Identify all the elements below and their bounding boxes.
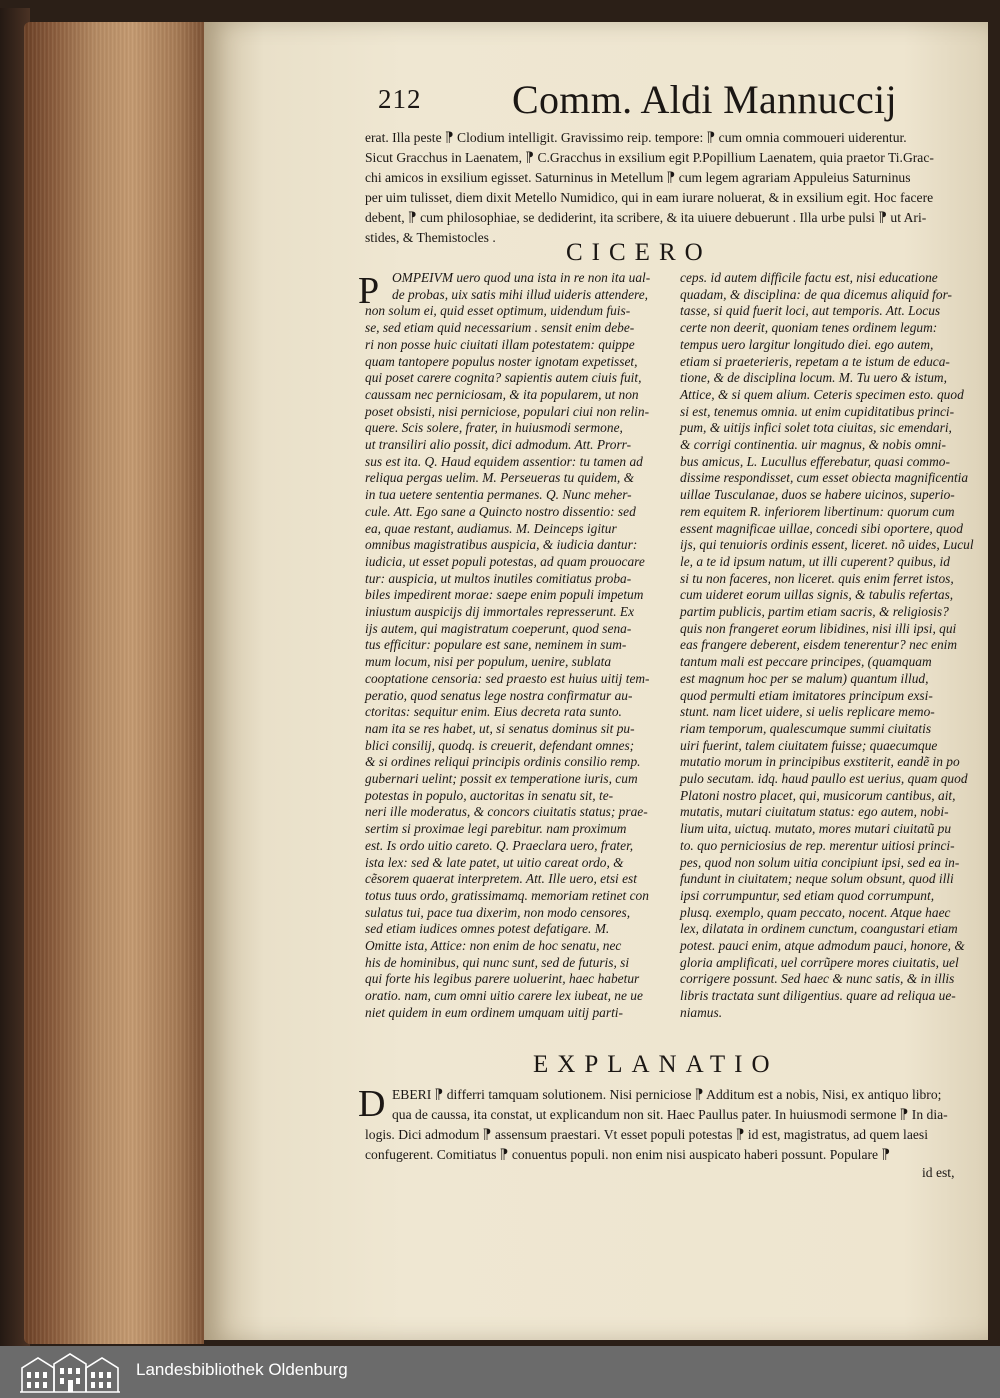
text-line: qui poset carere cognita? sapientis autem ciuis fuit, <box>365 370 642 386</box>
text-line: si tu non faceres, non liceret. quis enim ferret istos, <box>680 570 954 586</box>
text-line: partim publicis, partim etiam sacris, & religiosis? <box>680 604 949 619</box>
text-line: iudicia, ut esset populi potestas, ad quam prouocare <box>365 553 645 569</box>
text-line: ista lex: sed & late patet, ut uitio careat ordo, & <box>365 854 624 870</box>
explanatio-line: qua de caussa, ita constat, ut explicandum non sit. Haec Paullus pater. In huiusmodi sermone ⁋ In dia- <box>392 1107 948 1122</box>
drop-capital: D <box>358 1083 386 1125</box>
text-line: ut transiliri alio possit, dici admodum. Att. Prorr- <box>365 437 632 452</box>
text-line: cẽsorem quaerat interpretem. Att. Ille uero, etsi est <box>365 871 637 887</box>
text-line: gloria amplificati, uel corrũpere mores ciuitatis, uel <box>680 954 959 970</box>
text-line: quam tantopere populus noster ignotam expetisset, <box>365 353 638 369</box>
text-line: cooptatione censoria: sed praesto est huius uitij tem- <box>365 670 650 686</box>
explanatio-line: EBERI ⁋ differri tamquam solutionem. Nisi perniciose ⁋ Additum est a nobis, Nisi, ex antiquo libro; <box>392 1087 942 1102</box>
section-heading-explanatio: EXPLANATIO <box>533 1051 779 1078</box>
text-line: to. quo perniciosius de rep. merentur uitiosi princi- <box>680 837 955 853</box>
text-line: certe non deerit, quoniam tenes ordinem legum: <box>680 320 938 336</box>
text-line: Attice, & si quem alium. Ceteris specimen esto. quod <box>680 386 964 402</box>
text-line: reliqua pergas uelim. M. Perseueras tu quidem, & <box>365 470 635 486</box>
text-line: pes, quod non solum uitia concipiunt ipsi, sed ea in- <box>680 854 960 870</box>
text-line: tasse, si quid fuerit loci, aut temporis. Att. Locus <box>680 303 941 319</box>
text-line: essent magnificae uillae, concedi sibi oportere, quod <box>680 520 963 536</box>
text-line: rem equitem R. inferiorem libertinum: quorum cum <box>680 503 955 519</box>
text-line: uillae Tusculanae, duos se habere uicinos, superio- <box>680 487 955 503</box>
text-line: pum, & uitijs infici solet tota ciuitas, sic emendari, <box>680 420 952 436</box>
text-line: ceps. id autem difficile factu est, nisi educatione <box>680 270 938 285</box>
text-line: libris tractata sunt diligentius. quare ad reliqua ue- <box>680 988 956 1004</box>
text-line: si est, tenemus omnia. ut enim cupiditatibus princi- <box>680 403 955 419</box>
text-line: neri ille moderatus, & concors ciuitatis status; prae- <box>365 804 648 820</box>
text-line: potestas in populo, auctoritas in senatu sit, te- <box>365 787 614 803</box>
text-line: le, a te id ipsum natum, ut illi cuperent? quibus, id <box>680 553 950 569</box>
text-line: stunt. nam licet uidere, si uelis replicare memo- <box>680 704 935 720</box>
text-line: niamus. <box>680 1004 723 1020</box>
text-line: ea, quae restant, audiamus. M. Deinceps igitur <box>365 520 617 536</box>
explanatio-line: logis. Dici admodum ⁋ assensum praestari. Vt esset populi potestas ⁋ id est, magistratus, ad quem laesi <box>365 1127 928 1142</box>
text-line: quadam, & disciplina: de qua dicemus aliquid for- <box>680 286 952 302</box>
text-line: nam ita se res habet, ut, si senatus dominus sit pu- <box>365 720 635 736</box>
text-line: his de hominibus, qui nunc sunt, sed de futuris, si <box>365 954 630 970</box>
text-line: OMPEIVM uero quod una ista in re non ita ual- <box>392 270 651 285</box>
text-line: Omitte ista, Attice: non enim de hoc senatu, nec <box>365 938 622 953</box>
text-line: se, sed etiam quid necessarium . sensit enim debe- <box>365 320 635 336</box>
text-line: de probas, uix satis mihi illud uideris attendere, <box>392 286 649 302</box>
catchword: id est, <box>922 1165 955 1180</box>
text-line: omnibus magistratibus auspicia, & iudicia dantur: <box>365 537 638 553</box>
section-heading-cicero: CICERO <box>566 239 712 266</box>
text-line: quod permulti etiam imitatores principum exsi- <box>680 687 933 703</box>
intro-line: Sicut Gracchus in Laenatem, ⁋ C.Gracchus in exsilium egit P.Popillium Laenatem, quia praetor Ti.Grac- <box>365 150 934 165</box>
text-line: blici consilij, quodq. is creuerit, defendant omnes; <box>365 737 635 753</box>
text-line: fundunt in ciuitatem; neque solum obsunt, quod illi <box>680 871 954 887</box>
text-line: Platoni nostro placet, qui, musicorum cantibus, ait, <box>680 787 956 803</box>
text-line: tur: auspicia, ut multos inutiles comitiatus proba- <box>365 570 632 586</box>
text-line: corrigere possunt. Sed haec & nunc satis, & in illis <box>680 971 955 987</box>
text-line: mutatio morum in principibus exstiterit, eandẽ in po <box>680 754 960 770</box>
text-line: cum uideret eorum uillas signis, & tabulis refertas, <box>680 587 954 603</box>
text-line: sertim si proximae legi parebitur. nam proximum <box>365 821 627 837</box>
text-line: tione, & de disciplina locum. M. Tu uero & istum, <box>680 370 947 386</box>
text-line: quere. Scis solere, frater, in huiusmodi sermone, <box>365 420 623 436</box>
text-line: non solum ei, quid esset optimum, uidendum fuis- <box>365 303 631 319</box>
intro-line: stides, & Themistocles . <box>365 230 496 245</box>
intro-line: debent, ⁋ cum philosophiae, se dediderint, ita scribere, & ita uiuere debuerunt . Illa urbe pulsi ⁋ ut Ari- <box>365 210 927 225</box>
text-line: lium uita, uictuq. mutato, mores mutari ciuitatũ pu <box>680 821 952 837</box>
text-line: bus amicus, L. Lucullus efferebatur, quasi commo- <box>680 453 950 469</box>
text-line: cule. Att. Ego sane a Quincto nostro dissentio: sed <box>365 503 636 519</box>
text-line: ctoritas: sequitur enim. Eius decreta rata sunto. <box>365 704 622 720</box>
text-line: iniustum auspicijs dij immortales represserunt. Ex <box>365 604 635 619</box>
text-line: sed etiam iudices omnes potest defatigare. M. <box>365 921 610 937</box>
library-name: Landesbibliothek Oldenburg <box>136 1360 348 1379</box>
explanatio-line: confugerent. Comitiatus ⁋ conuentus populi. non enim nisi auspicato haberi possunt. Populare ⁋ <box>365 1147 891 1162</box>
text-line: ipsi corrumpuntur, sed etiam quod corrumpunt, <box>680 887 935 903</box>
text-line: in tua uetere sententia permanes. Q. Nunc meher- <box>365 487 632 503</box>
text-line: tus efficitur: populare est sane, neminem in sum- <box>365 637 627 653</box>
text-line: peratio, quod senatus lege nostra confirmatur au- <box>365 687 633 703</box>
text-line: pulo secutam. idq. haud paullo est uerius, quam quod <box>680 771 968 786</box>
text-line: tantum mali est peccare principes, (quamquam <box>680 654 932 670</box>
text-line: ijs, qui tenuioris ordinis essent, liceret. nõ uides, Lucul <box>680 537 974 553</box>
intro-line: per uim tulisset, diem dixit Metello Numidico, qui in eam iurare noluerat, & in exsilium egit. Hoc facere <box>365 190 934 205</box>
text-line: quis non frangeret eorum libidines, nisi illi ipsi, qui <box>680 620 957 636</box>
text-line: sus est ita. Q. Haud equidem assentior: tu tamen ad <box>365 453 643 469</box>
text-line: sulatus tui, pace tua dixerim, non modo censores, <box>365 904 631 920</box>
text-line: & corrigi continentia. uir magnus, & nobis omni- <box>680 437 946 452</box>
page-block-edge <box>24 22 204 1344</box>
text-line: & si ordines reliqui principis ordinis consilio remp. <box>365 754 641 770</box>
text-line: gubernari uelint; possit ex temperatione iuris, cum <box>365 771 638 786</box>
text-line: biles impedirent morae: saepe enim populi impetum <box>365 587 644 603</box>
text-line: ri non posse huic ciuitati illam potestatem: quippe <box>365 336 635 352</box>
text-line: riam temporum, qualescumque summi ciuitatis <box>680 720 932 736</box>
running-title: Comm. Aldi Mannuccij <box>512 77 897 122</box>
intro-line: erat. Illa peste ⁋ Clodium intelligit. Gravissimo reip. tempore: ⁋ cum omnia commoueri uiderentur. <box>365 130 907 145</box>
library-building-logo-icon <box>18 1350 122 1394</box>
text-line: caussam nec perniciosam, & ita popularem, ut non <box>365 386 639 402</box>
text-line: plusq. exemplo, quam peccato, nocent. Atque haec <box>680 904 951 920</box>
text-line: mum locum, nisi per populum, uenire, sublata <box>365 654 612 670</box>
text-line: mutatis, mutari ciuitatum status: ego autem, nobi- <box>680 804 949 820</box>
text-line: ijs autem, qui magistratum coeperunt, quod sena- <box>365 620 632 636</box>
text-line: qui forte his legibus parere uoluerint, haec habetur <box>365 971 640 987</box>
page-number: 212 <box>378 84 422 114</box>
text-line: lex, dilatata in ordinem cunctum, coangustari etiam <box>680 921 958 937</box>
text-line: totus tuus ordo, gratissimamq. memoriam retinet con <box>365 887 649 903</box>
text-line: potest. pauci enim, atque admodum pauci, honore, & <box>680 938 965 953</box>
drop-capital: P <box>358 270 380 312</box>
text-line: niet quidem in eum ordinem umquam uitij parti- <box>365 1004 623 1020</box>
library-footer-bar <box>0 1346 1000 1398</box>
text-line: dissime respondisset, cum esset obiecta magnificentia <box>680 470 969 486</box>
text-line: oratio. nam, cum omni uitio carere lex iubeat, ne ue <box>365 988 643 1004</box>
text-line: uiri fuerint, talem ciuitatem fuisse; quaecumque <box>680 737 938 753</box>
intro-line: chi amicos in exsilium egisset. Saturninus in Metellum ⁋ cum legem agrariam Appuleius Saturninus <box>365 170 911 185</box>
text-line: est. Is ordo uitio careto. Q. Praeclara uero, frater, <box>365 837 634 853</box>
text-line: tempus uero largitur longitudo diei. ego autem, <box>680 336 934 352</box>
text-line: eas frangere deberent, eisdem tenerentur? nec enim <box>680 637 958 653</box>
text-line: poset obsisti, nisi perniciose, populari ciui non relin- <box>365 403 650 419</box>
text-line: etiam si praeterieris, repetam a te istum de educa- <box>680 353 950 369</box>
text-line: est magnum hoc per se malum) quantum illud, <box>680 670 929 686</box>
